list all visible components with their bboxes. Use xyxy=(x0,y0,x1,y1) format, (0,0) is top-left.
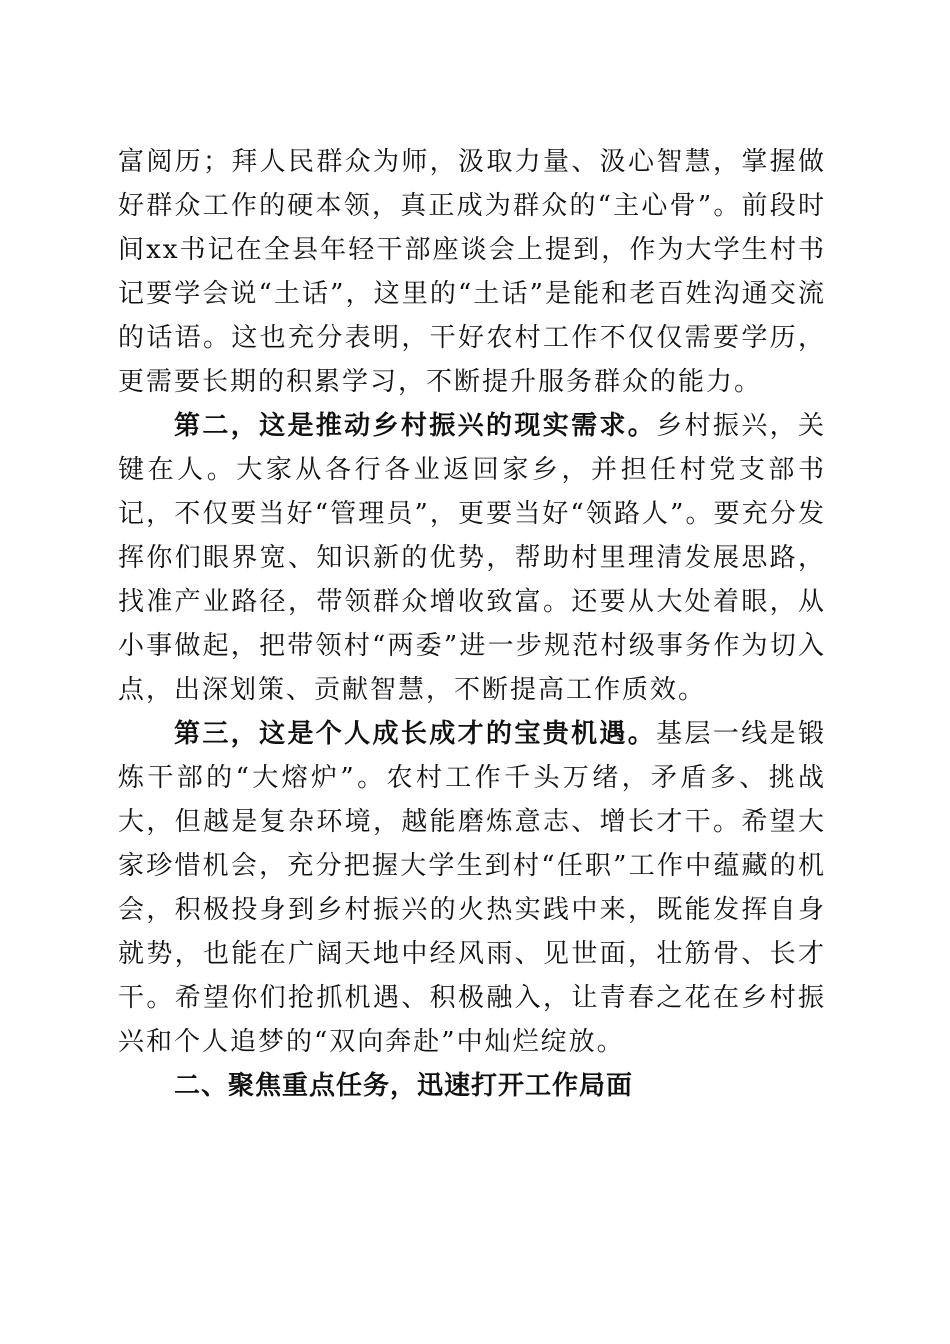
document-body xyxy=(118,140,826,1108)
paragraph-continuation xyxy=(118,140,826,404)
paragraph-text: 富阅历；拜人民群众为师，汲取力量、汲心智慧，掌握做好群众工作的硬本领，真正成为群众的“主心骨”。前段时间xx书记在全县年轻干部座谈会上提到，作为大学生村书记要学会说“土话”，这里的“土话”是能和老百姓沟通交流的话语。这也充分表明，干好农村工作不仅仅需要学历，更需要长期的积累学习，不断提升服务群众的能力。 xyxy=(118,147,826,397)
paragraph-text: 乡村振兴，关键在人。大家从各行各业返回家乡，并担任村党支部书记，不仅要当好“管理员”，更要当好“领路人”。要充分发挥你们眼界宽、知识新的优势，帮助村里理清发展思路，找准产业路径，带领群众增收致富。还要从大处着眼，从小事做起，把带领村“两委”进一步规范村级事务作为切入点，出深划策、贡献智慧，不断提高工作质效。 xyxy=(118,411,826,705)
section-heading: 二、聚焦重点任务，迅速打开工作局面 xyxy=(174,1071,634,1101)
paragraph-lead: 第二，这是推动乡村振兴的现实需求。 xyxy=(174,411,657,441)
paragraph-lead: 第三，这是个人成长成才的宝贵机遇。 xyxy=(174,719,657,749)
paragraph-third-point xyxy=(118,712,826,1064)
paragraph-second-point xyxy=(118,404,826,712)
paragraph-text: 基层一线是锻炼干部的“大熔炉”。农村工作千头万绪，矛盾多、挑战大，但越是复杂环境，越能磨炼意志、增长才干。希望大家珍惜机会，充分把握大学生到村“任职”工作中蕴藏的机会，积极投身到乡村振兴的火热实践中来，既能发挥自身就势，也能在广阔天地中经风雨、见世面，壮筋骨、长才干。希望你们抢抓机遇、积极融入，让青春之花在乡村振兴和个人追梦的“双向奔赴”中灿烂绽放。 xyxy=(118,719,826,1057)
